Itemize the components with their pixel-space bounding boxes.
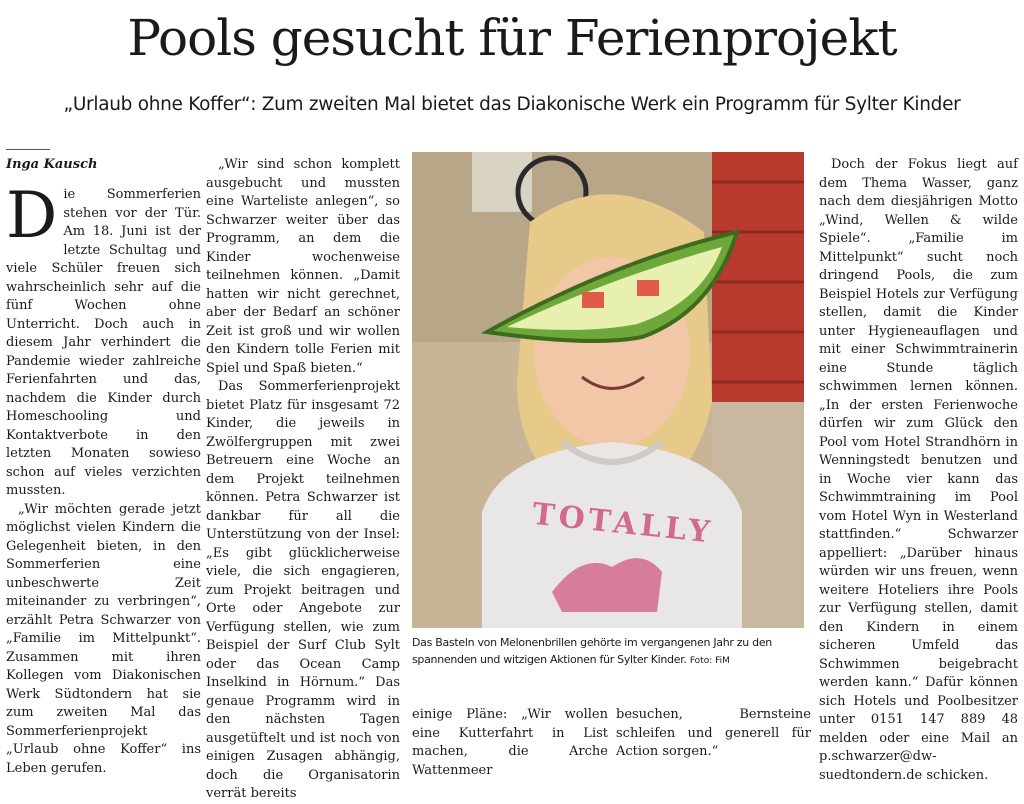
- drop-cap: D: [6, 179, 58, 253]
- column-4: [819, 156, 1018, 783]
- paragraph: [6, 179, 201, 501]
- column-3-right: [616, 706, 811, 760]
- article-photo: [412, 152, 804, 628]
- shirt-text: TOTALLY: [530, 496, 716, 551]
- byline-rule: [6, 149, 50, 150]
- photo-child-melon-glasses: [412, 152, 804, 628]
- subheadline: „Urlaub ohne Koffer“: Zum zweiten Mal bietet das Diakonische Werk ein Programm für Sylter Kinder: [63, 94, 961, 115]
- paragraph-text: ie Sommerferien stehen vor der Tür. Am 18. Juni ist der letzte Schultag und viele Schüler freuen sich wahrscheinlich sehr auf die fünf Wochen ohne Unterricht. Doch auch in diesem Jahr verhindert die Pandemie wieder zahlreiche Ferienfahrten und das, nachdem die Kinder durch Homeschooling und Kontaktverbote in den letzten Monaten sowieso schon auf vieles verzichten mussten.: [6, 187, 201, 498]
- caption-text: Das Basteln von Melonenbrillen gehörte im vergangenen Jahr zu den spannenden und witzigen Aktionen für Sylter Kinder.: [412, 636, 772, 666]
- paragraph: besuchen, Bernsteine schleifen und generell für Action sorgen.“: [616, 707, 811, 759]
- author-byline: Inga Kausch: [6, 157, 98, 172]
- paragraph: Das Sommerferienprojekt bietet Platz für insgesamt 72 Kinder, die jeweils in Zwölfergruppen mit zwei Betreuern eine Woche an dem Projekt teilnehmen können. Petra Schwarzer ist dankbar für all die Unterstützung von der Insel: „Es gibt glücklicherweise viele, die sich engagieren, zum Projekt beitragen und Orte oder Angebote zur Verfügung stellen, wie zum Beispiel der Surf Club Sylt oder das Ocean Camp Inselkind in Hörnum.“ Das genaue Programm wird in den nächsten Tagen ausgetüftelt und ist noch von einigen Zusagen abhängig, doch die Organisatorin verrät bereits: [206, 379, 400, 801]
- column-3-left: [412, 706, 608, 778]
- headline: Pools gesucht für Ferienprojekt: [127, 9, 897, 67]
- paragraph: „Wir möchten gerade jetzt möglichst vielen Kindern die Gelegenheit bieten, in den Sommerferien eine unbeschwerte Zeit miteinander zu verbringen“, erzählt Petra Schwarzer von „Familie im Mittelpunkt“. Zusammen mit ihren Kollegen vom Diakonischen Werk Südtondern hat sie zum zweiten Mal das Sommerferienprojekt „Urlaub ohne Koffer“ ins Leben gerufen.: [6, 501, 201, 776]
- photo-credit: Foto: FiM: [689, 656, 730, 666]
- column-1: [6, 179, 201, 776]
- photo-caption: [412, 634, 810, 670]
- paragraph: Doch der Fokus liegt auf dem Thema Wasser, ganz nach dem diesjährigen Motto „Wind, Wellen & wilde Spiele“. „Familie im Mittelpunkt“ sucht noch dringend Pools, die zum Beispiel Hotels zur Verfügung stellen, damit die Kinder unter Hygieneauflagen und mit einer Schwimmtrainerin eine Stunde täglich schwimmen lernen können. „In der ersten Ferienwoche dürfen wir zum Glück den Pool vom Hotel Strandhörn in Wenningstedt benutzen und in Woche vier kann das Schwimmtraining im Pool vom Hotel Wyn in Westerland stattfinden.“ Schwarzer appelliert: „Darüber hinaus würden wir uns freuen, wenn weitere Hoteliers ihre Pools zur Verfügung stellen, damit den Kindern in einem sicheren Umfeld das Schwimmen beigebracht werden kann.“ Dafür können sich Hotels und Poolbesitzer unter 0151 147 889 48 melden oder eine Mail an p.schwarzer@dw-suedtondern.de schicken.: [819, 157, 1018, 783]
- paragraph: einige Pläne: „Wir wollen eine Kutterfahrt in List machen, die Arche Wattenmeer: [412, 707, 608, 778]
- paragraph: „Wir sind schon komplett ausgebucht und mussten eine Warteliste anlegen“, so Schwarzer weiter über das Programm, an dem die Kinder wochenweise teilnehmen können. „Damit hatten wir nicht gerechnet, aber der Bedarf an schöner Zeit ist groß und wir wollen den Kindern tolle Ferien mit Spiel und Spaß bieten.“: [206, 157, 400, 376]
- column-2: [206, 156, 400, 801]
